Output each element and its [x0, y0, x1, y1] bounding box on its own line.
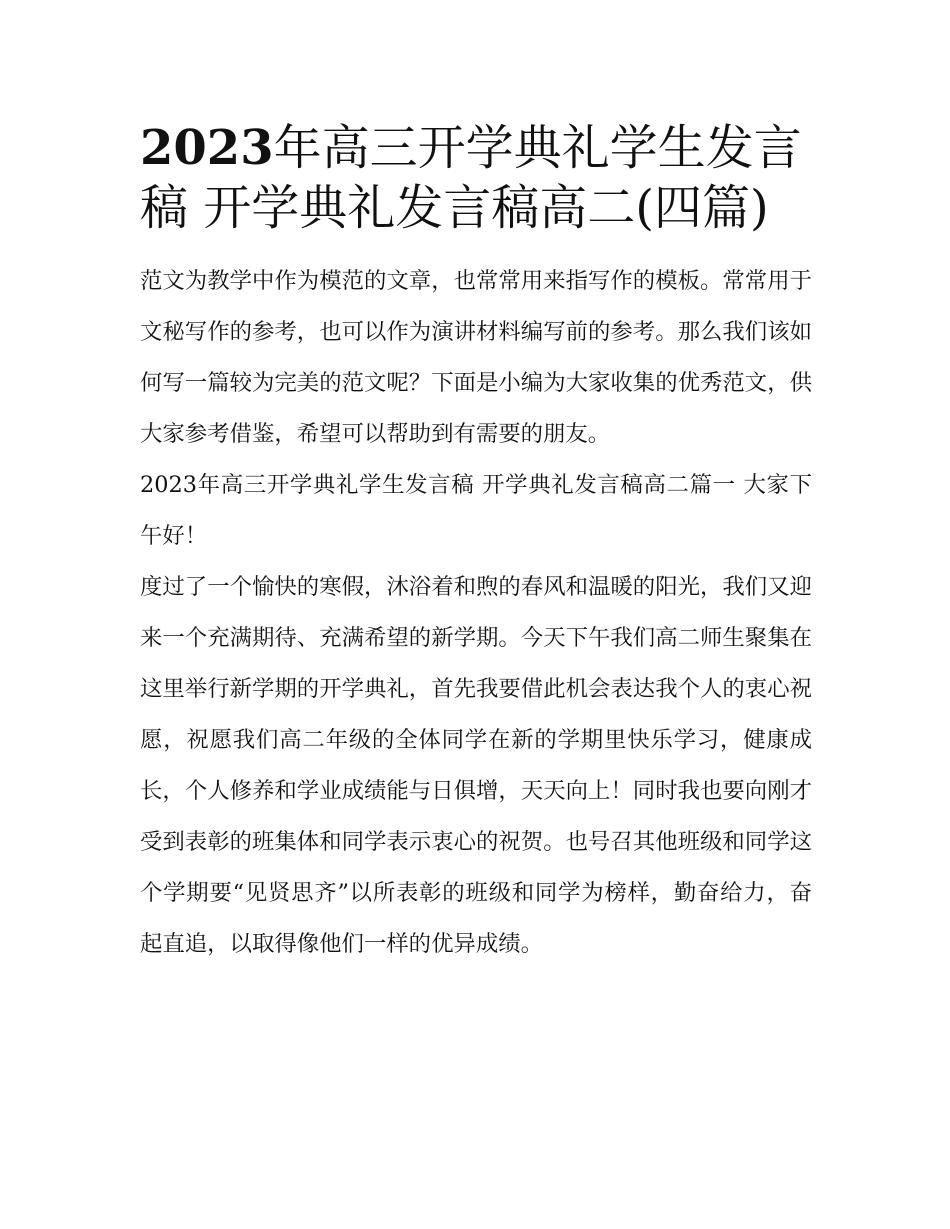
title-text: 年高三开学典礼学生发言稿 开学典礼发言稿高二(四篇) — [140, 120, 802, 236]
intro-paragraph: 范文为教学中作为模范的文章，也常常用来指写作的模板。常常用于文秘写作的参考，也可以作为演讲材料编写前的参考。那么我们该如何写一篇较为完美的范文呢？下面是小编为大家收集的优秀范文，供大家参考借鉴，希望可以帮助到有需要的朋友。 — [140, 268, 812, 447]
document-title — [140, 118, 812, 238]
document-content — [140, 118, 812, 970]
title-year: 2023 — [140, 120, 274, 176]
speech-heading-paragraph: 2023年高三开学典礼学生发言稿 开学典礼发言稿高二篇一 大家下午好！ — [140, 472, 812, 549]
speech-body-paragraph: 度过了一个愉快的寒假，沐浴着和煦的春风和温暖的阳光，我们又迎来一个充满期待、充满希望的新学期。今天下午我们高二师生聚集在这里举行新学期的开学典礼，首先我要借此机会表达我个人的衷心祝愿，祝愿我们高二年级的全体同学在新的学期里快乐学习，健康成长，个人修养和学业成绩能与日俱增，天天向上！同时我也要向刚才受到表彰的班集体和同学表示衷心的祝贺。也号召其他班级和同学这个学期要“见贤思齐”以所表彰的班级和同学为榜样，勤奋给力，奋起直追，以取得像他们一样的优异成绩。 — [140, 574, 812, 957]
